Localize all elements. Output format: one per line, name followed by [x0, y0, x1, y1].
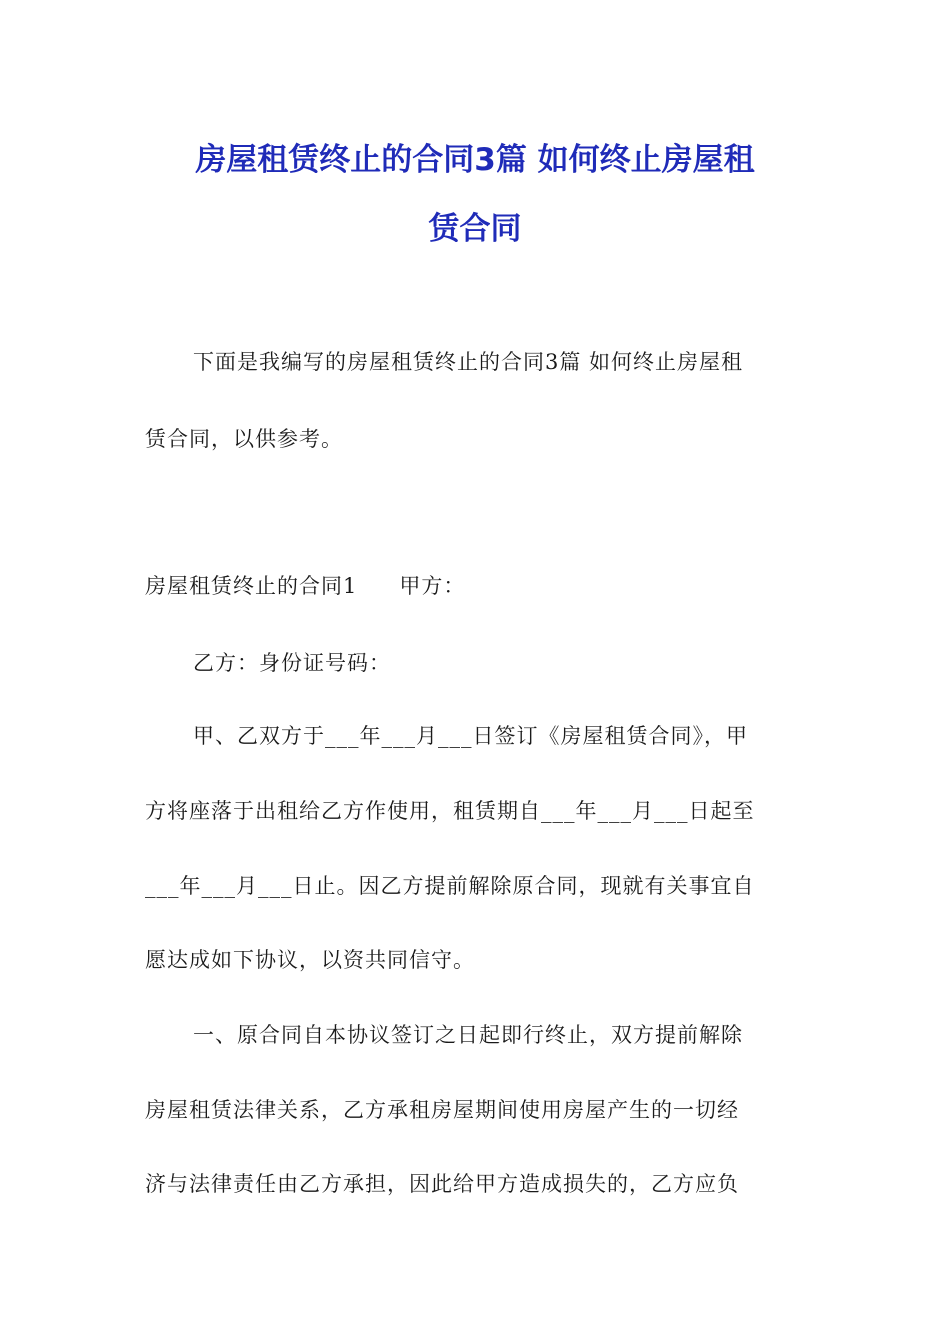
document-title-line-1: 房屋租赁终止的合同3篇 如何终止房屋租 [195, 142, 755, 178]
document-title-line-2: 赁合同 [428, 211, 522, 247]
para1-line-2: 方将座落于出租给乙方作使用，租赁期自___年___月___日起至 [145, 799, 755, 823]
section-heading: 房屋租赁终止的合同1 [145, 574, 358, 598]
party-b-line: 乙方：身份证号码： [193, 651, 391, 675]
intro-line-1: 下面是我编写的房屋租赁终止的合同3篇 如何终止房屋租 [193, 350, 744, 374]
para1-line-4: 愿达成如下协议，以资共同信守。 [145, 948, 475, 972]
intro-line-2: 赁合同，以供参考。 [145, 427, 343, 451]
section-heading-row [145, 570, 465, 600]
para2-line-1: 一、原合同自本协议签订之日起即行终止，双方提前解除 [193, 1023, 743, 1047]
para1-line-1: 甲、乙双方于___年___月___日签订《房屋租赁合同》，甲 [193, 724, 748, 748]
para2-line-2: 房屋租赁法律关系，乙方承租房屋期间使用房屋产生的一切经 [145, 1098, 739, 1122]
para1-line-3: ___年___月___日止。因乙方提前解除原合同，现就有关事宜自 [145, 874, 755, 898]
party-a-label: 甲方： [399, 574, 466, 598]
para2-line-3: 济与法律责任由乙方承担，因此给甲方造成损失的，乙方应负 [145, 1172, 739, 1196]
